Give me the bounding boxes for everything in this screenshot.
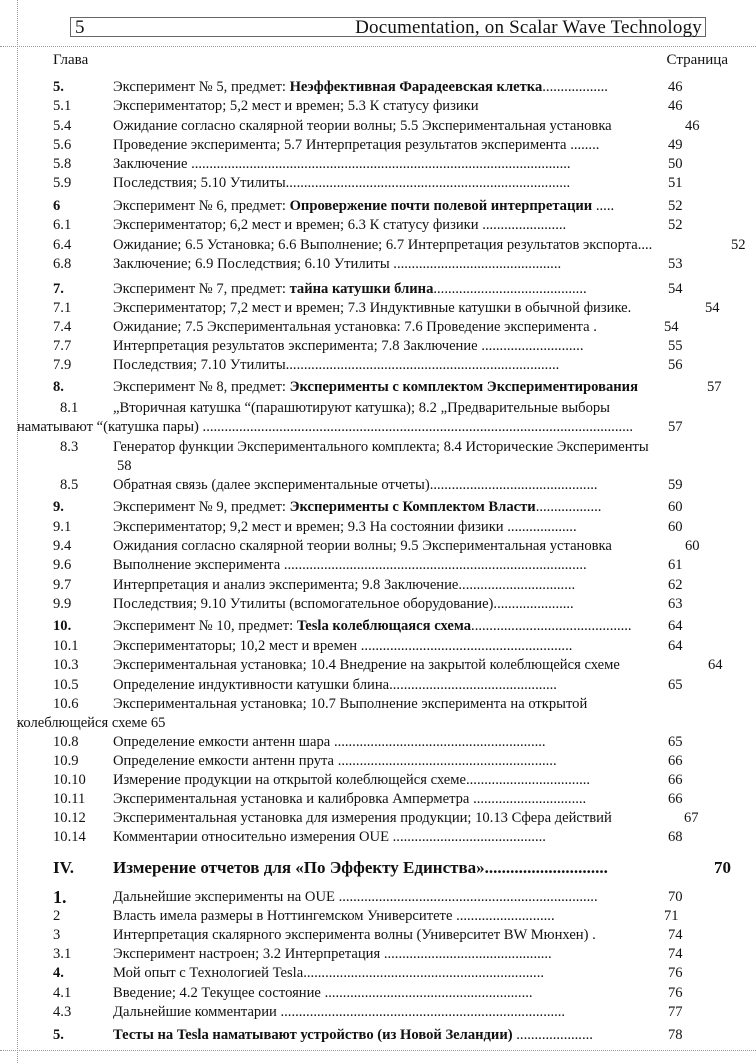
toc-entry-page-number: 67 <box>684 810 699 826</box>
toc-entry-bold-text: Эксперименты с комплектом Экспериментирования <box>289 379 638 395</box>
toc-entry-leader: .................................................................. <box>303 965 544 981</box>
toc-entry-number: 9.7 <box>53 577 72 593</box>
toc-entry <box>0 476 756 495</box>
toc-entry-text: Эксперимент № 6, предмет: <box>113 198 290 214</box>
toc-entry <box>0 595 756 614</box>
toc-entry-title <box>113 888 598 907</box>
toc-entry-leader: .............................................. <box>429 477 598 493</box>
toc-entry <box>0 828 756 847</box>
toc-entry-text: Обратная связь (далее экспериментальные отчеты) <box>113 477 430 493</box>
toc-entry <box>0 907 756 926</box>
toc-entry <box>0 378 756 397</box>
toc-entry <box>0 1026 756 1045</box>
toc-entry <box>0 174 756 193</box>
toc-entry-number: 10.11 <box>53 791 86 807</box>
toc-entry-text: Последствия; 5.10 Утилиты <box>113 175 286 191</box>
toc-entry-title <box>113 1026 593 1045</box>
toc-entry-page-number: 71 <box>664 908 679 924</box>
column-heading-page: Страница <box>666 52 728 68</box>
toc-entry <box>0 576 756 595</box>
toc-entry-title <box>113 537 612 556</box>
toc-entry <box>0 518 756 537</box>
toc-entry-leader: ................................ <box>458 577 576 593</box>
toc-entry-number: 10.5 <box>53 677 79 693</box>
toc-entry-title <box>113 78 608 97</box>
toc-entry-text: Интерпретация результатов эксперимента; 7.8 Заключение <box>113 338 482 354</box>
toc-entry-number: 9.1 <box>53 519 72 535</box>
toc-entry-number: 10.14 <box>53 829 86 845</box>
toc-entry <box>0 418 756 437</box>
toc-entry-page-number: 74 <box>668 927 683 943</box>
toc-entry-title <box>113 556 587 575</box>
toc-entry-leader: ........................................................................... <box>285 357 560 373</box>
toc-entry-leader: .............................................................................. <box>280 1004 566 1020</box>
toc-entry-title <box>17 714 165 733</box>
toc-entry-leader: .......................................... <box>392 829 546 845</box>
page-guide-top <box>0 46 756 47</box>
toc-entry-number: 7.4 <box>53 319 72 335</box>
toc-entry-number: 7.7 <box>53 338 72 354</box>
toc-entry-text: Экспериментальная установка; 10.4 Внедрение на закрытой колеблющейся схеме <box>113 657 620 673</box>
toc-entry-page-number: 64 <box>668 638 683 654</box>
toc-entry-title <box>113 97 479 116</box>
toc-entry-title <box>113 216 566 235</box>
toc-entry-page-number: 54 <box>705 300 720 316</box>
toc-entry <box>0 438 756 457</box>
toc-entry-leader: ..... <box>592 198 615 214</box>
toc-entry-text: Власть имела размеры в Ноттингемском Университете <box>113 908 457 924</box>
toc-entry-leader: .......................................... <box>433 281 587 297</box>
toc-entry-title <box>113 617 632 636</box>
toc-entry-number: 8. <box>53 379 64 395</box>
toc-entry-page-number: 70 <box>668 889 683 905</box>
toc-entry-title <box>113 318 597 337</box>
toc-entry-number: 7. <box>53 281 64 297</box>
toc-entry-number: 7.1 <box>53 300 72 316</box>
toc-entry-title <box>113 280 587 299</box>
toc-entry <box>0 771 756 790</box>
toc-entry-text: Экспериментальная установка; 10.7 Выполнение эксперимента на открытой <box>113 696 588 712</box>
toc-entry-title <box>113 733 546 752</box>
toc-entry-leader: .................................. <box>466 772 591 788</box>
toc-entry-page-number: 46 <box>668 98 683 114</box>
toc-entry-text: колеблющейся схеме 65 <box>17 715 166 731</box>
toc-entry-page-number: 68 <box>668 829 683 845</box>
toc-entry <box>0 337 756 356</box>
toc-entry-number: 4.1 <box>53 985 72 1001</box>
toc-entry-number: 10.1 <box>53 638 79 654</box>
toc-entry-leader: ................................................................................... <box>283 557 587 573</box>
toc-entry-page-number: 53 <box>668 256 683 272</box>
toc-entry-bold-text: Эксперименты с Комплектом Власти <box>289 499 536 515</box>
toc-entry-number: 6.8 <box>53 256 72 272</box>
toc-entry-text: Комментарии относительно измерения OUE <box>113 829 393 845</box>
toc-entry <box>0 733 756 752</box>
toc-entry-title <box>113 907 555 926</box>
toc-entry-page-number: 60 <box>668 499 683 515</box>
toc-entry-title <box>113 356 559 375</box>
toc-entry-text: Последствия; 9.10 Утилиты (вспомогательное оборудование) <box>113 596 494 612</box>
toc-entry-text: Последствия; 7.10 Утилиты <box>113 357 286 373</box>
toc-entry-leader: .................. <box>535 499 602 515</box>
toc-entry-page-number: 61 <box>668 557 683 573</box>
toc-entry-leader: ....................................................................... <box>338 889 598 905</box>
toc-entry-page-number: 64 <box>668 618 683 634</box>
toc-entry-title <box>113 576 575 595</box>
toc-entry-title <box>113 984 533 1003</box>
toc-entry-page-number: 52 <box>668 217 683 233</box>
toc-entry-leader: ........................................................................................................ <box>191 156 571 172</box>
toc-entry-page-number: 52 <box>668 198 683 214</box>
toc-entry-leader: ............................. <box>484 858 608 877</box>
toc-entry-text: Определение емкости антенн шара <box>113 734 334 750</box>
toc-entry-page-number: 64 <box>708 657 723 673</box>
toc-entry-number: 9.4 <box>53 538 72 554</box>
toc-entry-bold-text: Опровержение почти полевой интерпретации <box>289 198 593 214</box>
toc-entry-text: наматывают “(катушка пары) <box>17 419 203 435</box>
toc-entry-page-number: 66 <box>668 791 683 807</box>
toc-entry-number: 5.6 <box>53 137 72 153</box>
toc-entry-leader: ........ <box>570 137 600 153</box>
toc-entry-number: 8.3 <box>60 439 79 455</box>
toc-entry-number: 10. <box>53 618 72 634</box>
toc-entry <box>0 926 756 945</box>
toc-entry <box>0 984 756 1003</box>
toc-entry-number: 8.5 <box>60 477 79 493</box>
toc-entry-title <box>113 378 638 397</box>
toc-entry-number: 9. <box>53 499 64 515</box>
toc-entry-text: Заключение <box>113 156 192 172</box>
toc-entry-page-number: 60 <box>668 519 683 535</box>
toc-entry-text: Эксперимент № 9, предмет: <box>113 499 290 515</box>
toc-entry-title <box>113 236 652 255</box>
toc-entry-number: IV. <box>53 858 74 877</box>
toc-entry-title <box>113 1003 565 1022</box>
toc-entry <box>0 97 756 116</box>
toc-entry-page-number: 57 <box>707 379 722 395</box>
toc-entry-page-number: 49 <box>668 137 683 153</box>
toc-entry-page-number: 51 <box>668 175 683 191</box>
toc-entry <box>0 556 756 575</box>
toc-entry-page-number: 78 <box>668 1027 683 1043</box>
toc-entry <box>0 809 756 828</box>
column-heading-chapter: Глава <box>53 52 89 68</box>
toc-entry-title <box>113 771 590 790</box>
toc-entry-title <box>113 438 649 457</box>
toc-entry-page-number: 65 <box>668 734 683 750</box>
toc-entry-title <box>113 197 614 216</box>
toc-entry-bold-text: Измерение отчетов для «По Эффекту Единства» <box>113 858 485 877</box>
toc-entry-text: Заключение; 6.9 Последствия; 6.10 Утилиты <box>113 256 394 272</box>
toc-entry-text: Определение индуктивности катушки блина <box>113 677 390 693</box>
toc-entry-page-number: 59 <box>668 477 683 493</box>
toc-entry-title <box>113 476 598 495</box>
toc-entry <box>0 155 756 174</box>
toc-entry <box>0 858 756 877</box>
toc-entry-text: Эксперимент № 7, предмет: <box>113 281 290 297</box>
toc-entry-text: Ожидание согласно скалярной теории волны; 5.5 Экспериментальная установка <box>113 118 612 134</box>
toc-entry-text: Проведение эксперимента; 5.7 Интерпретация результатов эксперимента <box>113 137 571 153</box>
toc-entry-leader: ............................ <box>481 338 584 354</box>
toc-entry-leader: ...................................................................................................................... <box>202 419 634 435</box>
toc-entry-page-number: 74 <box>668 946 683 962</box>
toc-entry-number: 3.1 <box>53 946 72 962</box>
toc-entry-page-number: 76 <box>668 965 683 981</box>
toc-entry <box>0 117 756 136</box>
toc-entry-text: Экспериментатор; 6,2 мест и времен; 6.3 К статусу физики <box>113 217 483 233</box>
toc-entry-page-number: 50 <box>668 156 683 172</box>
toc-entry-page-number: 54 <box>664 319 679 335</box>
toc-entry-leader: .................. <box>542 79 608 95</box>
toc-entry-title <box>113 299 631 318</box>
toc-entry-page-number: 57 <box>668 419 683 435</box>
toc-entry <box>0 280 756 299</box>
toc-entry-leader: ...................... <box>493 596 574 612</box>
toc-entry <box>0 399 756 418</box>
toc-entry-number: 5.9 <box>53 175 72 191</box>
toc-entry <box>0 537 756 556</box>
toc-entry-number: 10.8 <box>53 734 79 750</box>
toc-entry-page-number: 52 <box>731 237 746 253</box>
toc-entry-text: Эксперимент настроен; 3.2 Интерпретация <box>113 946 384 962</box>
toc-entry-text: Экспериментатор; 9,2 мест и времен; 9.3 На состоянии физики <box>113 519 508 535</box>
toc-entry-page-number: 65 <box>668 677 683 693</box>
toc-entry-title <box>113 637 572 656</box>
toc-entry <box>0 216 756 235</box>
toc-entry <box>0 255 756 274</box>
toc-entry-title <box>113 498 601 517</box>
toc-entry-text: Эксперимент № 10, предмет: <box>113 618 297 634</box>
toc-entry-text: Эксперимент № 5, предмет: <box>113 79 290 95</box>
toc-entry-title <box>113 399 610 418</box>
toc-entry-page-number: 46 <box>685 118 700 134</box>
toc-entry-number: 9.9 <box>53 596 72 612</box>
toc-entry <box>0 945 756 964</box>
toc-entry-title <box>113 518 577 537</box>
toc-entry-leader: ......................................................... <box>324 985 533 1001</box>
toc-entry-leader: .............................................. <box>389 677 557 693</box>
toc-entry-page-number: 55 <box>668 338 683 354</box>
toc-entry-title <box>113 858 608 877</box>
toc-entry-page-number: 77 <box>668 1004 683 1020</box>
toc-entry-page-number: 62 <box>668 577 683 593</box>
toc-entry-page-number: 76 <box>668 985 683 1001</box>
toc-entry-number: 6.4 <box>53 237 72 253</box>
toc-entry <box>0 318 756 337</box>
toc-entry <box>0 498 756 517</box>
toc-entry <box>0 637 756 656</box>
toc-entry <box>0 714 756 733</box>
toc-entry-number: 10.6 <box>53 696 79 712</box>
toc-entry-number: 3 <box>53 927 61 943</box>
toc-entry <box>0 299 756 318</box>
toc-entry-text: Интерпретация и анализ эксперимента; 9.8 Заключение <box>113 577 459 593</box>
toc-entry <box>0 888 756 907</box>
toc-entry-leader: ............................................ <box>471 618 632 634</box>
toc-entry-number: 7.9 <box>53 357 72 373</box>
toc-entry-page-number: 58 <box>117 458 132 474</box>
toc-entry-leader: .............................................................................. <box>285 175 571 191</box>
toc-entry-number: 8.1 <box>60 400 79 416</box>
toc-entry-leader: ............................................................ <box>337 753 557 769</box>
toc-entry-title <box>113 676 557 695</box>
toc-entry-bold-text: Tesla колеблющаяся схема <box>296 618 472 634</box>
toc-entry-leader: ................... <box>507 519 577 535</box>
toc-entry-text: Эксперимент № 8, предмет: <box>113 379 290 395</box>
toc-entry-number: 6.1 <box>53 217 72 233</box>
toc-entry-number: 10.10 <box>53 772 86 788</box>
toc-entry-title <box>113 136 599 155</box>
toc-entry-number: 5.4 <box>53 118 72 134</box>
toc-entry <box>0 752 756 771</box>
toc-entry <box>0 676 756 695</box>
toc-entry <box>0 656 756 675</box>
toc-entry <box>0 617 756 636</box>
toc-entry-leader: ............................... <box>473 791 587 807</box>
toc-entry <box>0 964 756 983</box>
toc-entry-title <box>113 828 546 847</box>
running-header <box>70 17 706 37</box>
toc-entry-page-number: 56 <box>668 357 683 373</box>
toc-entry-text: Дальнейшие эксперименты на OUE <box>113 889 339 905</box>
toc-entry-number: 6 <box>53 198 61 214</box>
toc-entry-text: Ожидание; 6.5 Установка; 6.6 Выполнение; 6.7 Интерпретация результатов экспорта.... <box>113 237 653 253</box>
toc-entry-title <box>113 255 561 274</box>
toc-entry-text: Мой опыт с Технологией Tesla <box>113 965 304 981</box>
toc-entry-text: Экспериментальная установка и калибровка Амперметра <box>113 791 474 807</box>
toc-entry-text: Ожидания согласно скалярной теории волны; 9.5 Экспериментальная установка <box>113 538 612 554</box>
toc-entry-text: Экспериментатор; 5,2 мест и времен; 5.3 К статусу физики <box>113 98 479 114</box>
toc-entry-title <box>113 155 571 174</box>
toc-entry-page-number: 60 <box>685 538 700 554</box>
toc-entry-leader: ..................... <box>512 1027 593 1043</box>
toc-entry-bold-text: тайна катушки блина <box>289 281 434 297</box>
toc-entry <box>0 695 756 714</box>
toc-entry-page-number: 46 <box>668 79 683 95</box>
toc-entry-bold-text: Тесты на Tesla наматывают устройство (из Новой Зеландии) <box>113 1027 513 1043</box>
toc-entry <box>0 236 756 255</box>
toc-entry-number: 5.8 <box>53 156 72 172</box>
page-guide-bottom <box>0 1050 756 1051</box>
toc-entry-text: Ожидание; 7.5 Экспериментальная установка: 7.6 Проведение эксперимента . <box>113 319 597 335</box>
toc-entry-title <box>113 174 570 193</box>
toc-entry-leader: .......................................................... <box>360 638 573 654</box>
toc-entry-title <box>113 945 552 964</box>
toc-entry-title <box>113 752 557 771</box>
toc-entry-title <box>113 595 574 614</box>
toc-entry-title <box>113 695 587 714</box>
toc-entry-leader: ....................... <box>482 217 567 233</box>
toc-entry-text: Введение; 4.2 Текущее состояние <box>113 985 325 1001</box>
toc-entry-title <box>113 656 620 675</box>
toc-entry-text: Экспериментальная установка для измерения продукции; 10.13 Сфера действий <box>113 810 612 826</box>
toc-entry-title <box>113 790 586 809</box>
toc-entry-text: Генератор функции Экспериментального комплекта; 8.4 Исторические Эксперименты <box>113 439 649 455</box>
toc-entry-text: Интерпретация скалярного эксперимента волны (Университет BW Мюнхен) . <box>113 927 596 943</box>
toc-entry-text: Дальнейшие комментарии <box>113 1004 281 1020</box>
toc-entry-number: 10.3 <box>53 657 79 673</box>
toc-entry-number: 2 <box>53 908 61 924</box>
toc-entry-title <box>113 926 596 945</box>
toc-entry-title <box>113 964 544 983</box>
toc-entry-text: Измерение продукции на открытой колеблющейся схеме <box>113 772 466 788</box>
toc-entry-number: 5. <box>53 1027 64 1043</box>
toc-entry-leader: ........................... <box>456 908 555 924</box>
toc-entry-leader: .............................................. <box>383 946 552 962</box>
toc-entry-bold-text: Неэффективная Фарадеевская клетка <box>289 79 543 95</box>
header-title: Documentation, on Scalar Wave Technology <box>355 17 702 38</box>
toc-entry <box>0 197 756 216</box>
toc-entry-text: „Вторичная катушка “(парашютируют катушка); 8.2 „Предварительные выборы <box>113 400 610 416</box>
toc-entry-leader: .............................................. <box>393 256 562 272</box>
toc-entry-page-number: 66 <box>668 772 683 788</box>
toc-entry-text: Экспериментаторы; 10,2 мест и времен <box>113 638 361 654</box>
toc-entry <box>0 78 756 97</box>
toc-entry-page-number: 66 <box>668 753 683 769</box>
toc-entry-page-number: 54 <box>668 281 683 297</box>
toc-entry-number: 5. <box>53 79 64 95</box>
header-page-number: 5 <box>75 17 85 38</box>
toc-entry-number: 5.1 <box>53 98 72 114</box>
toc-entry-leader: .......................................................... <box>333 734 546 750</box>
toc-entry <box>0 356 756 375</box>
toc-entry <box>0 457 756 476</box>
toc-entry-number: 4. <box>53 965 64 981</box>
toc-entry <box>0 790 756 809</box>
toc-entry-number: 4.3 <box>53 1004 72 1020</box>
toc-entry-title <box>113 117 612 136</box>
toc-entry-number: 9.6 <box>53 557 72 573</box>
toc-entry-title <box>113 337 583 356</box>
toc-entry-page-number: 63 <box>668 596 683 612</box>
toc-entry-number: 10.9 <box>53 753 79 769</box>
toc-entry-title <box>17 418 633 437</box>
toc-entry-title <box>113 809 612 828</box>
toc-entry-text: Выполнение эксперимента <box>113 557 284 573</box>
toc-entry-text: Экспериментатор; 7,2 мест и времен; 7.3 Индуктивные катушки в обычной физике. <box>113 300 632 316</box>
toc-entry <box>0 1003 756 1022</box>
toc-entry-text: Определение емкости антенн прута <box>113 753 338 769</box>
toc-entry-number: 1. <box>53 887 67 907</box>
toc-entry-page-number: 70 <box>714 858 731 877</box>
toc-entry-number: 10.12 <box>53 810 86 826</box>
toc-entry <box>0 136 756 155</box>
